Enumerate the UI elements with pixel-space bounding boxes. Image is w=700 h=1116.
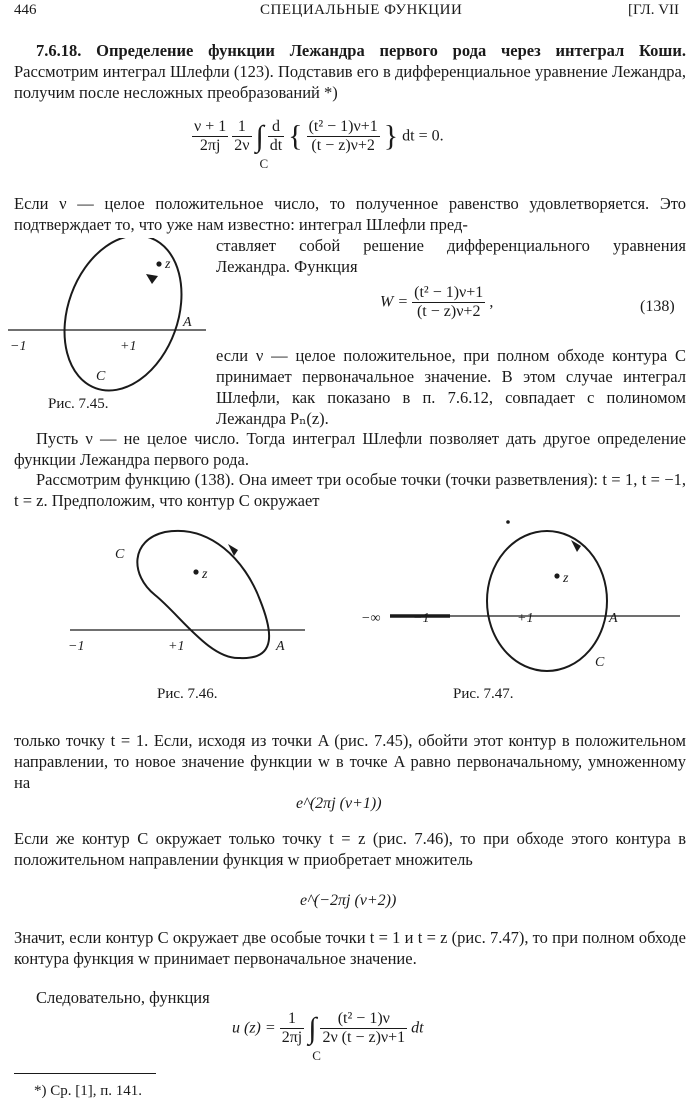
final-integral-sign: ∫ C <box>308 1011 321 1063</box>
paragraph-5: только точку t = 1. Если, исходя из точки A (рис. 7.45), обойти этот контур в положительном направлении, то новое значение функции w в точке A равно первоначальному, умноженному на <box>14 731 686 792</box>
label-c: C <box>115 547 125 562</box>
final-num: (t² − 1)ν <box>320 1010 407 1029</box>
left-brace: { <box>288 119 303 153</box>
label-c: C <box>595 655 605 670</box>
final-one: 1 <box>280 1010 305 1029</box>
equation-138 <box>380 284 493 321</box>
final-coef <box>280 1010 305 1047</box>
factor-1: e^(2πj (ν+1)) <box>296 795 382 812</box>
section-title: Определение функции Лежандра первого рода через интеграл Коши. <box>96 41 686 60</box>
paragraph-4: Рассмотрим функцию (138). Она имеет три особые точки (точки разветвления): t = 1, t = −1, t = z. Предположим, что контур C окружает <box>14 470 686 510</box>
eq138-num: (t² − 1)ν+1 <box>414 284 484 301</box>
d: d <box>268 118 284 137</box>
label-c: C <box>96 369 106 384</box>
final-lhs: u (z) = <box>232 1019 276 1037</box>
paragraph-2-side: если ν — целое положительное, при полном обходе контура C принимает первоначальное значение. В этом случае интеграл Шлефли, как показано в п. 7.6.12, совпадает с полиномом Лежандра Pₙ(z). <box>216 346 686 428</box>
eq138-fraction <box>412 284 485 321</box>
label-minus-one: −1 <box>10 339 27 354</box>
paragraph-1-side: ставляет собой решение дифференциального уравнения Лежандра. Функция <box>216 236 686 276</box>
eq138-den: (t − z)ν+2 <box>416 303 481 320</box>
eq138-lhs: W = <box>380 293 409 311</box>
page-number: 446 <box>14 2 37 18</box>
label-plus-one: +1 <box>517 611 534 626</box>
point-z <box>554 573 559 578</box>
label-z: z <box>165 257 171 272</box>
running-title: СПЕЦИАЛЬНЫЕ ФУНКЦИИ <box>260 2 463 18</box>
two-nu: 2ν <box>234 137 250 154</box>
label-a: A <box>276 639 285 654</box>
paragraph-3: Пусть ν — не целое число. Тогда интеграл Шлефли позволяет дать другое определение функции Лежандра первого рода. <box>14 429 686 469</box>
final-two-pi-j: 2πj <box>281 1029 303 1046</box>
paragraph-8: Следовательно, функция <box>36 988 210 1007</box>
coef-fraction <box>192 118 228 155</box>
equation-schlafli-legendre <box>192 118 444 171</box>
contour-c <box>137 531 269 658</box>
label-a: A <box>183 315 192 330</box>
dt: dt <box>269 137 283 154</box>
final-den: 2ν (t − z)ν+1 <box>322 1029 406 1046</box>
label-minus-one: −1 <box>68 639 85 654</box>
caption-7-47: Рис. 7.47. <box>453 686 514 702</box>
d-dt <box>268 118 284 155</box>
section-number: 7.6.18. <box>36 41 82 60</box>
label-a: A <box>609 611 618 626</box>
coef-num: ν + 1 <box>194 118 227 135</box>
contour-c <box>487 531 607 671</box>
footnote-rule <box>14 1073 156 1074</box>
contour-c <box>44 238 202 398</box>
figure-7-45 <box>8 238 208 398</box>
label-plus-one: +1 <box>168 639 185 654</box>
equation-u-of-z <box>232 1010 424 1063</box>
caption-7-45: Рис. 7.45. <box>48 396 109 412</box>
section-heading-paragraph <box>14 40 686 103</box>
paragraph-7: Значит, если контур C окружает две особые точки t = 1 и t = z (рис. 7.47), то при полном обходе контура функция w принимает первоначальное значение. <box>14 928 686 968</box>
label-plus-one: +1 <box>120 339 137 354</box>
integral-sign: ∫ C <box>255 119 269 171</box>
point-z <box>193 569 198 574</box>
label-z: z <box>202 567 208 582</box>
eq138-number: (138) <box>640 298 675 315</box>
coef-den: 2πj <box>199 137 221 154</box>
factor-2: e^(−2πj (ν+2)) <box>300 892 397 909</box>
footnote: *) Ср. [1], п. 141. <box>34 1083 143 1099</box>
direction-arrow <box>146 274 158 284</box>
paragraph-1: Если ν — целое положительное число, то полученное равенство удовлетворяется. Это подтверждает то, что уже нам известно: интеграл Шлефли пред- <box>14 194 686 234</box>
eq1-tail: dt = 0. <box>402 127 444 145</box>
eq138-tail: , <box>489 293 494 311</box>
paragraph-6: Если же контур C окружает только точку t = z (рис. 7.46), то при обходе этого контура в положительном направлении функция w приобретает множитель <box>14 829 686 869</box>
point-z <box>156 261 161 266</box>
one-over-2nu <box>232 118 251 155</box>
final-contour-label: C <box>312 1047 321 1063</box>
right-brace: } <box>383 119 399 153</box>
figure-7-47 <box>355 516 685 686</box>
chapter-label: [ГЛ. VII <box>628 2 680 18</box>
one: 1 <box>232 118 251 137</box>
inner-fraction <box>307 118 380 155</box>
caption-7-46: Рис. 7.46. <box>157 686 218 702</box>
inner-num: (t² − 1)ν+1 <box>308 118 378 135</box>
label-minus-one: −1 <box>413 611 430 626</box>
label-z: z <box>563 571 569 586</box>
figure-7-46 <box>60 520 310 670</box>
dot-mark <box>506 520 510 524</box>
contour-label: C <box>259 155 269 171</box>
label-minus-infinity: −∞ <box>361 611 381 626</box>
inner-den: (t − z)ν+2 <box>311 137 375 154</box>
final-fraction <box>320 1010 407 1047</box>
section-intro: Рассмотрим интеграл Шлефли (123). Подставив его в дифференциальное уравнение Лежандра, получим после несложных преобразований *) <box>14 62 686 102</box>
final-tail: dt <box>411 1019 424 1037</box>
